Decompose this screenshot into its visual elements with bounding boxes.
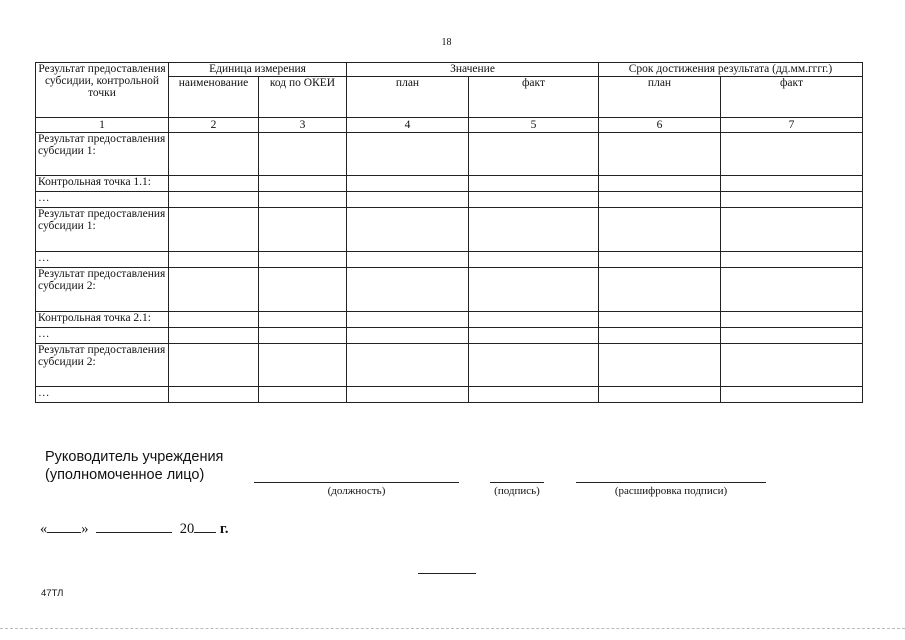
header-unit-name: наименование bbox=[169, 77, 259, 118]
signature-title-line1: Руководитель учреждения bbox=[45, 449, 224, 465]
table-cell[interactable] bbox=[259, 344, 347, 387]
column-number: 5 bbox=[469, 118, 599, 133]
table-cell[interactable] bbox=[469, 208, 599, 252]
table-cell[interactable] bbox=[259, 176, 347, 192]
header-result: Результат предоставления субсидии, контрольной точки bbox=[36, 63, 169, 118]
table-cell[interactable] bbox=[469, 252, 599, 268]
decode-caption: (расшифровка подписи) bbox=[614, 485, 728, 497]
table-cell[interactable] bbox=[721, 192, 863, 208]
table-row bbox=[36, 387, 863, 403]
table-cell[interactable] bbox=[469, 344, 599, 387]
table-cell[interactable] bbox=[599, 192, 721, 208]
table-cell[interactable] bbox=[169, 133, 259, 176]
year-blank[interactable] bbox=[194, 520, 216, 533]
table-cell[interactable] bbox=[721, 312, 863, 328]
position-caption: (должность) bbox=[327, 485, 386, 497]
table-cell[interactable] bbox=[259, 208, 347, 252]
header-value-group: Значение bbox=[347, 63, 599, 77]
table-cell[interactable] bbox=[259, 192, 347, 208]
table-cell[interactable] bbox=[169, 208, 259, 252]
table-cell[interactable] bbox=[721, 328, 863, 344]
table-cell[interactable] bbox=[259, 312, 347, 328]
header-unit-group: Единица измерения bbox=[169, 63, 347, 77]
header-deadline-group: Срок достижения результата (дд.мм.гггг.) bbox=[599, 63, 863, 77]
table-row bbox=[36, 312, 863, 328]
table-cell[interactable] bbox=[469, 387, 599, 403]
table-cell[interactable] bbox=[599, 252, 721, 268]
signature-line[interactable] bbox=[490, 482, 544, 483]
table-cell[interactable] bbox=[469, 176, 599, 192]
table-cell[interactable] bbox=[169, 387, 259, 403]
column-number: 4 bbox=[347, 118, 469, 133]
day-blank[interactable] bbox=[47, 520, 81, 533]
date-line bbox=[40, 520, 228, 538]
table-cell[interactable] bbox=[469, 312, 599, 328]
header-deadline-plan: план bbox=[599, 77, 721, 118]
column-number: 2 bbox=[169, 118, 259, 133]
table-cell[interactable] bbox=[721, 176, 863, 192]
table-cell[interactable] bbox=[599, 328, 721, 344]
page-number: 18 bbox=[441, 37, 452, 48]
table-cell[interactable] bbox=[469, 328, 599, 344]
table-row bbox=[36, 252, 863, 268]
date-open-quote: « bbox=[40, 521, 48, 537]
year-suffix: г. bbox=[219, 521, 229, 537]
date-close-quote: » bbox=[81, 521, 89, 537]
row-label: … bbox=[36, 328, 169, 344]
table-cell[interactable] bbox=[347, 133, 469, 176]
table-cell[interactable] bbox=[599, 387, 721, 403]
row-label: Контрольная точка 1.1: bbox=[36, 176, 169, 192]
table-cell[interactable] bbox=[599, 344, 721, 387]
column-number: 7 bbox=[721, 118, 863, 133]
table-cell[interactable] bbox=[721, 133, 863, 176]
table-cell[interactable] bbox=[169, 192, 259, 208]
table-cell[interactable] bbox=[721, 208, 863, 252]
table-cell[interactable] bbox=[347, 268, 469, 312]
table-row bbox=[36, 328, 863, 344]
table-cell[interactable] bbox=[721, 252, 863, 268]
table-cell[interactable] bbox=[169, 312, 259, 328]
table-cell[interactable] bbox=[347, 344, 469, 387]
page-edge-dashes bbox=[0, 628, 905, 629]
footer-code: 47ТЛ bbox=[41, 588, 64, 599]
table-cell[interactable] bbox=[469, 133, 599, 176]
table-row bbox=[36, 208, 863, 252]
table-cell[interactable] bbox=[259, 252, 347, 268]
table-row bbox=[36, 192, 863, 208]
table-cell[interactable] bbox=[259, 328, 347, 344]
table-cell[interactable] bbox=[347, 328, 469, 344]
table-cell[interactable] bbox=[169, 328, 259, 344]
column-number: 1 bbox=[36, 118, 169, 133]
table-cell[interactable] bbox=[721, 268, 863, 312]
table-cell[interactable] bbox=[469, 192, 599, 208]
table-cell[interactable] bbox=[599, 208, 721, 252]
row-label: … bbox=[36, 252, 169, 268]
table-cell[interactable] bbox=[347, 252, 469, 268]
header-unit-okei: код по ОКЕИ bbox=[259, 77, 347, 118]
table-cell[interactable] bbox=[347, 312, 469, 328]
row-label: … bbox=[36, 387, 169, 403]
month-blank[interactable] bbox=[96, 520, 172, 533]
signature-title-line2: (уполномоченное лицо) bbox=[45, 467, 205, 483]
row-label: Результат предоставления субсидии 2: bbox=[36, 344, 169, 387]
header-deadline-fact: факт bbox=[721, 77, 863, 118]
signature-caption: (подпись) bbox=[494, 485, 540, 497]
table-cell[interactable] bbox=[169, 252, 259, 268]
table-cell[interactable] bbox=[259, 268, 347, 312]
table-cell[interactable] bbox=[347, 192, 469, 208]
row-label: Результат предоставления субсидии 1: bbox=[36, 133, 169, 176]
table-cell[interactable] bbox=[599, 133, 721, 176]
signature-title bbox=[45, 448, 223, 484]
table-cell[interactable] bbox=[347, 208, 469, 252]
table-cell[interactable] bbox=[169, 176, 259, 192]
year-prefix: 20 bbox=[179, 521, 195, 537]
table-cell[interactable] bbox=[721, 344, 863, 387]
position-line[interactable] bbox=[254, 482, 459, 483]
table-cell[interactable] bbox=[347, 176, 469, 192]
table-cell[interactable] bbox=[259, 133, 347, 176]
row-label: Результат предоставления субсидии 1: bbox=[36, 208, 169, 252]
table-row bbox=[36, 133, 863, 176]
table-row bbox=[36, 268, 863, 312]
header-value-plan: план bbox=[347, 77, 469, 118]
row-label: Результат предоставления субсидии 2: bbox=[36, 268, 169, 312]
table-cell[interactable] bbox=[721, 387, 863, 403]
table-row bbox=[36, 344, 863, 387]
table-cell[interactable] bbox=[469, 268, 599, 312]
table-cell[interactable] bbox=[599, 176, 721, 192]
table-cell[interactable] bbox=[259, 387, 347, 403]
column-number: 3 bbox=[259, 118, 347, 133]
decode-line[interactable] bbox=[576, 482, 766, 483]
row-label: Контрольная точка 2.1: bbox=[36, 312, 169, 328]
table-cell[interactable] bbox=[347, 387, 469, 403]
table-cell[interactable] bbox=[599, 312, 721, 328]
header-value-fact: факт bbox=[469, 77, 599, 118]
column-number: 6 bbox=[599, 118, 721, 133]
table-cell[interactable] bbox=[169, 344, 259, 387]
table-row bbox=[36, 176, 863, 192]
row-label: … bbox=[36, 192, 169, 208]
table-cell[interactable] bbox=[169, 268, 259, 312]
results-table bbox=[35, 62, 863, 403]
short-rule bbox=[418, 573, 476, 574]
table-cell[interactable] bbox=[599, 268, 721, 312]
